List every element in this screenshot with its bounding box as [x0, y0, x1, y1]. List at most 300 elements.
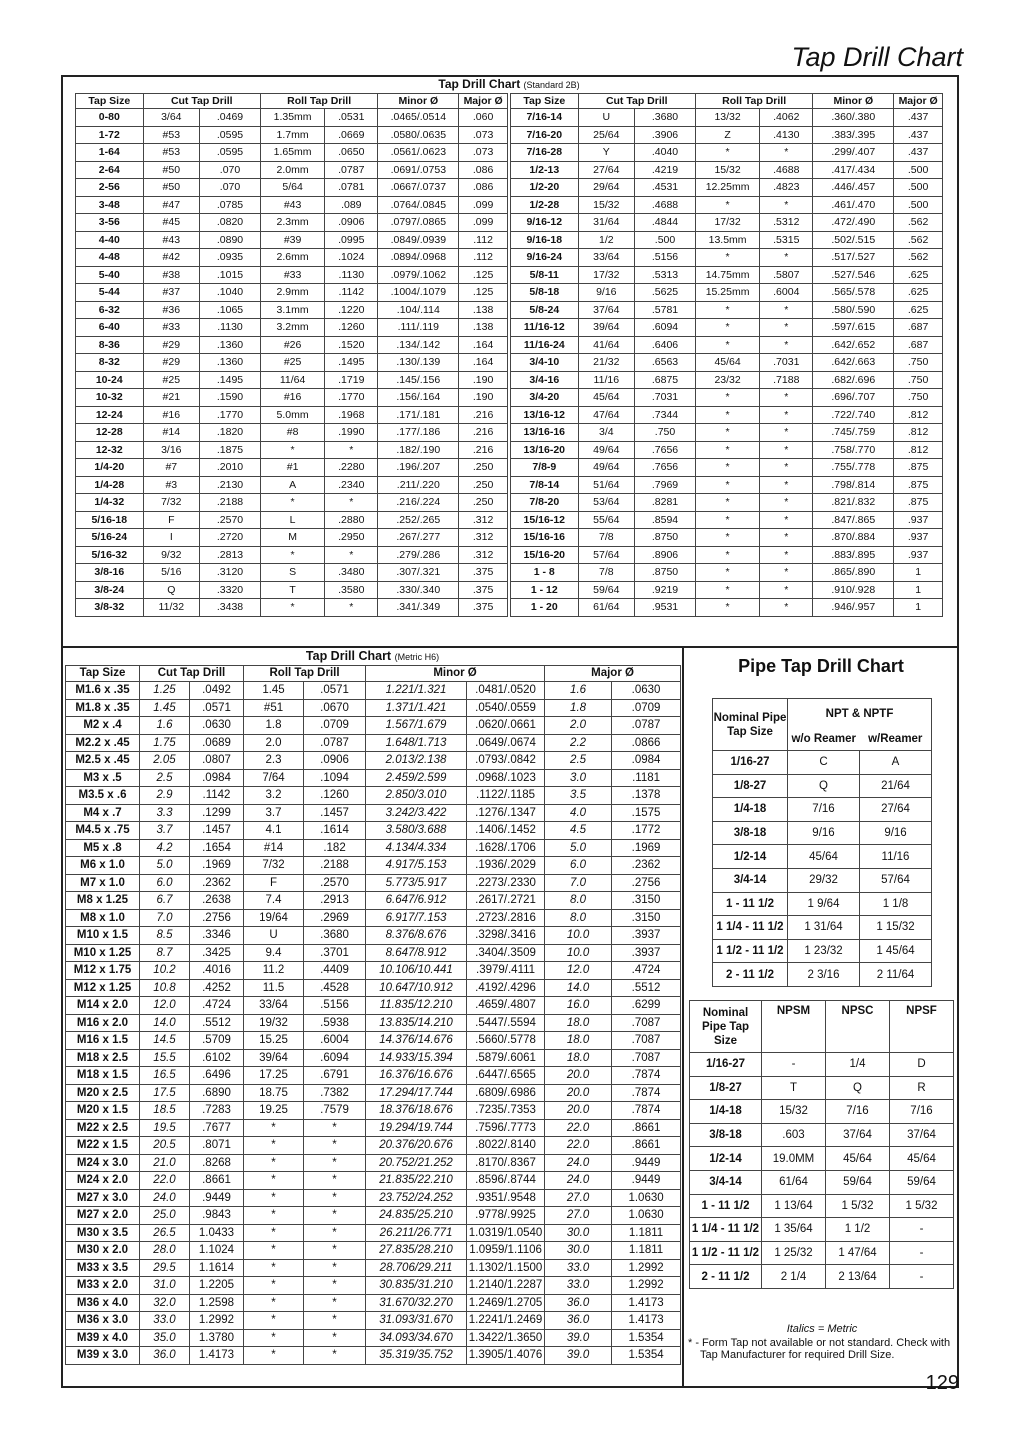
cut-drill-mm-cell: 3.3: [140, 804, 190, 822]
header-major-diameter: Major Ø: [894, 94, 943, 109]
table-row: [66, 1172, 681, 1190]
with-reamer-cell: 57/64: [860, 868, 932, 892]
without-reamer-cell: 9/16: [788, 821, 860, 845]
minor-diameter-mm-cell: 23.752/24.252: [366, 1189, 467, 1207]
cut-drill-inch-cell: .8268: [190, 1154, 244, 1172]
minor-diameter-mm-cell: 6.917/7.153: [366, 909, 467, 927]
cut-drill-size-cell: #50: [143, 161, 199, 179]
roll-drill-inch-cell: .1457: [304, 804, 366, 822]
minor-diameter-mm-cell: 11.835/12.210: [366, 997, 467, 1015]
major-diameter-mm-cell: 16.0: [545, 997, 612, 1015]
minor-diameter-mm-cell: 21.835/22.210: [366, 1172, 467, 1190]
roll-drill-decimal-cell: .2950: [325, 529, 378, 547]
roll-drill-decimal-cell: .0531: [325, 109, 378, 127]
cut-drill-size-cell: 5/16: [143, 564, 199, 582]
major-diameter-cell: .375: [459, 599, 508, 617]
cut-drill-size-cell: Q: [143, 581, 199, 599]
roll-drill-size-cell: #8: [260, 424, 324, 442]
table-row: [713, 916, 932, 940]
tap-size-cell: 6-32: [76, 301, 144, 319]
cut-drill-size-cell: 21/32: [578, 354, 634, 372]
minor-diameter-mm-cell: 30.835/31.210: [366, 1277, 467, 1295]
minor-diameter-cell: .821/.832: [813, 494, 894, 512]
roll-drill-decimal-cell: .1770: [325, 389, 378, 407]
roll-drill-mm-cell: *: [244, 1277, 304, 1295]
minor-diameter-mm-cell: 31.093/31.670: [366, 1312, 467, 1330]
roll-drill-decimal-cell: .2880: [325, 511, 378, 529]
minor-diameter-mm-cell: 2.850/3.010: [366, 787, 467, 805]
minor-diameter-mm-cell: 3.580/3.688: [366, 822, 467, 840]
roll-drill-decimal-cell: .4823: [760, 179, 813, 197]
cut-drill-decimal-cell: .0820: [200, 214, 261, 232]
tap-size-cell: 3/8-32: [76, 599, 144, 617]
roll-drill-size-cell: 15/32: [695, 161, 759, 179]
roll-drill-size-cell: *: [695, 424, 759, 442]
table-row: [511, 581, 943, 599]
roll-drill-size-cell: 1.7mm: [260, 126, 324, 144]
pipe-size-cell: 1 1/2 - 11 1/2: [690, 1241, 762, 1265]
cut-drill-inch-cell: 1.3780: [190, 1329, 244, 1347]
npsf-cell: 7/16: [890, 1100, 954, 1124]
cut-drill-inch-cell: .1654: [190, 839, 244, 857]
roll-drill-inch-cell: *: [304, 1154, 366, 1172]
cut-drill-size-cell: 3/64: [143, 109, 199, 127]
major-diameter-cell: .875: [894, 459, 943, 477]
pipe-size-cell: 1/2-14: [713, 845, 788, 869]
minor-diameter-cell: .182/.190: [378, 441, 459, 459]
cut-drill-mm-cell: 1.25: [140, 682, 190, 700]
table-row: [511, 511, 943, 529]
minor-diameter-cell: .0561/.0623: [378, 144, 459, 162]
tap-size-cell: 5-40: [76, 266, 144, 284]
without-reamer-cell: C: [788, 751, 860, 775]
cut-drill-decimal-cell: .9219: [635, 581, 696, 599]
table-row: [713, 939, 932, 963]
table-row: [511, 599, 943, 617]
roll-drill-size-cell: M: [260, 529, 324, 547]
tap-size-cell: 7/16-14: [511, 109, 579, 127]
with-reamer-cell: 11/16: [860, 845, 932, 869]
tap-size-cell: 5/8-11: [511, 266, 579, 284]
cut-drill-mm-cell: 6.7: [140, 892, 190, 910]
npsm-cell: 2 1/4: [762, 1265, 826, 1289]
major-diameter-cell: .164: [459, 336, 508, 354]
roll-drill-size-cell: T: [260, 581, 324, 599]
roll-drill-mm-cell: 39/64: [244, 1049, 304, 1067]
tap-size-cell: M12 x 1.25: [66, 979, 140, 997]
major-diameter-inch-cell: .0787: [612, 717, 681, 735]
cut-drill-decimal-cell: .3906: [635, 126, 696, 144]
standard-title: Tap Drill Chart: [438, 77, 521, 91]
cut-drill-mm-cell: 1.45: [140, 699, 190, 717]
header-minor-diameter: Minor Ø: [378, 94, 459, 109]
tap-size-cell: 5/8-24: [511, 301, 579, 319]
major-diameter-mm-cell: 1.8: [545, 699, 612, 717]
major-diameter-mm-cell: 2.2: [545, 734, 612, 752]
table-row: [511, 144, 943, 162]
minor-diameter-mm-cell: 3.242/3.422: [366, 804, 467, 822]
metric-subtitle: (Metric H6): [394, 652, 440, 662]
major-diameter-cell: .086: [459, 161, 508, 179]
section-divider: [61, 646, 959, 648]
cut-drill-size-cell: #53: [143, 144, 199, 162]
roll-drill-mm-cell: 7.4: [244, 892, 304, 910]
cut-drill-inch-cell: .6496: [190, 1067, 244, 1085]
tap-size-cell: M30 x 3.5: [66, 1224, 140, 1242]
roll-drill-inch-cell: .3701: [304, 944, 366, 962]
major-diameter-mm-cell: 4.5: [545, 822, 612, 840]
npsc-cell: Q: [826, 1076, 890, 1100]
minor-diameter-mm-cell: 1.371/1.421: [366, 699, 467, 717]
cut-drill-size-cell: 47/64: [578, 406, 634, 424]
cut-drill-decimal-cell: .5625: [635, 284, 696, 302]
table-row: [511, 126, 943, 144]
pipe-size-cell: 1/2-14: [690, 1147, 762, 1171]
major-diameter-cell: 1: [894, 564, 943, 582]
roll-drill-inch-cell: *: [304, 1242, 366, 1260]
cut-drill-decimal-cell: .1360: [200, 336, 261, 354]
major-diameter-mm-cell: 39.0: [545, 1347, 612, 1365]
major-diameter-cell: .750: [894, 354, 943, 372]
cut-drill-size-cell: 29/64: [578, 179, 634, 197]
pipe-size-cell: 3/4-14: [690, 1170, 762, 1194]
table-row: [66, 804, 681, 822]
column-divider: [682, 646, 684, 1388]
table-row: [66, 1207, 681, 1225]
roll-drill-decimal-cell: .1220: [325, 301, 378, 319]
table-row: [511, 231, 943, 249]
roll-drill-size-cell: 15.25mm: [695, 284, 759, 302]
minor-diameter-inch-cell: .8170/.8367: [467, 1154, 545, 1172]
pipe-size-cell: 1/8-27: [713, 774, 788, 798]
major-diameter-mm-cell: 14.0: [545, 979, 612, 997]
major-diameter-inch-cell: .0866: [612, 734, 681, 752]
cut-drill-size-cell: 9/16: [578, 284, 634, 302]
npsm-cell: 1 35/64: [762, 1218, 826, 1242]
npsc-cell: 45/64: [826, 1147, 890, 1171]
cut-drill-mm-cell: 2.9: [140, 787, 190, 805]
minor-diameter-inch-cell: .1406/.1452: [467, 822, 545, 840]
cut-drill-mm-cell: 22.0: [140, 1172, 190, 1190]
minor-diameter-mm-cell: 18.376/18.676: [366, 1102, 467, 1120]
major-diameter-cell: .875: [894, 476, 943, 494]
table-row: [66, 1102, 681, 1120]
major-diameter-inch-cell: .3937: [612, 927, 681, 945]
tap-size-cell: 1/4-20: [76, 459, 144, 477]
cut-drill-inch-cell: .9449: [190, 1189, 244, 1207]
roll-drill-inch-cell: .0571: [304, 682, 366, 700]
roll-drill-size-cell: 23/32: [695, 371, 759, 389]
npsm-cell: -: [762, 1053, 826, 1077]
tap-size-cell: 10-32: [76, 389, 144, 407]
cut-drill-inch-cell: .0630: [190, 717, 244, 735]
roll-drill-mm-cell: *: [244, 1137, 304, 1155]
minor-diameter-inch-cell: .4192/.4296: [467, 979, 545, 997]
cut-drill-inch-cell: .8661: [190, 1172, 244, 1190]
major-diameter-cell: .138: [459, 301, 508, 319]
major-diameter-mm-cell: 2.0: [545, 717, 612, 735]
minor-diameter-cell: .0849/.0939: [378, 231, 459, 249]
roll-drill-mm-cell: *: [244, 1347, 304, 1365]
major-diameter-inch-cell: .1378: [612, 787, 681, 805]
cut-drill-decimal-cell: .1820: [200, 424, 261, 442]
minor-diameter-cell: .0667/.0737: [378, 179, 459, 197]
minor-diameter-mm-cell: 5.773/5.917: [366, 874, 467, 892]
minor-diameter-mm-cell: 34.093/34.670: [366, 1329, 467, 1347]
cut-drill-decimal-cell: .1130: [200, 319, 261, 337]
table-row: [66, 1032, 681, 1050]
table-row: [713, 774, 932, 798]
roll-drill-decimal-cell: *: [760, 301, 813, 319]
cut-drill-decimal-cell: .4688: [635, 196, 696, 214]
without-reamer-cell: 7/16: [788, 798, 860, 822]
tap-size-cell: M39 x 4.0: [66, 1329, 140, 1347]
roll-drill-size-cell: *: [695, 599, 759, 617]
cut-drill-decimal-cell: .6875: [635, 371, 696, 389]
tap-size-cell: 8-36: [76, 336, 144, 354]
cut-drill-decimal-cell: .8906: [635, 546, 696, 564]
npsm-cell: 1 13/64: [762, 1194, 826, 1218]
table-row: [66, 1119, 681, 1137]
table-row: [511, 476, 943, 494]
minor-diameter-mm-cell: 28.706/29.211: [366, 1259, 467, 1277]
tap-size-cell: M8 x 1.0: [66, 909, 140, 927]
cut-drill-size-cell: 37/64: [578, 301, 634, 319]
major-diameter-cell: .073: [459, 144, 508, 162]
cut-drill-inch-cell: 1.4173: [190, 1347, 244, 1365]
cut-drill-inch-cell: .1299: [190, 804, 244, 822]
major-diameter-cell: .250: [459, 459, 508, 477]
cut-drill-inch-cell: .5512: [190, 1014, 244, 1032]
minor-diameter-cell: .472/.490: [813, 214, 894, 232]
roll-drill-size-cell: 1.65mm: [260, 144, 324, 162]
cut-drill-mm-cell: 12.0: [140, 997, 190, 1015]
tap-size-cell: M2.2 x .45: [66, 734, 140, 752]
pipe-size-cell: 1/4-18: [690, 1100, 762, 1124]
minor-diameter-inch-cell: .3298/.3416: [467, 927, 545, 945]
table-row: [76, 301, 508, 319]
roll-drill-inch-cell: .182: [304, 839, 366, 857]
cut-drill-decimal-cell: .6094: [635, 319, 696, 337]
tap-size-cell: 2-56: [76, 179, 144, 197]
roll-drill-mm-cell: U: [244, 927, 304, 945]
major-diameter-cell: .164: [459, 354, 508, 372]
cut-drill-decimal-cell: .3120: [200, 564, 261, 582]
minor-diameter-cell: .307/.321: [378, 564, 459, 582]
metric-title: Tap Drill Chart: [305, 649, 392, 663]
roll-drill-size-cell: 13/32: [695, 109, 759, 127]
major-diameter-mm-cell: 2.5: [545, 752, 612, 770]
cut-drill-size-cell: 41/64: [578, 336, 634, 354]
cut-drill-size-cell: 49/64: [578, 441, 634, 459]
table-row: [511, 319, 943, 337]
table-row: [66, 839, 681, 857]
minor-diameter-mm-cell: 16.376/16.676: [366, 1067, 467, 1085]
cut-drill-inch-cell: 1.1614: [190, 1259, 244, 1277]
table-row: [511, 161, 943, 179]
cut-drill-size-cell: #38: [143, 266, 199, 284]
npsm-cell: T: [762, 1076, 826, 1100]
without-reamer-cell: 45/64: [788, 845, 860, 869]
minor-diameter-cell: .865/.890: [813, 564, 894, 582]
pipe-size-cell: 1 - 11 1/2: [690, 1194, 762, 1218]
cut-drill-size-cell: #50: [143, 179, 199, 197]
major-diameter-inch-cell: .1181: [612, 769, 681, 787]
tap-size-cell: 5/16-32: [76, 546, 144, 564]
table-row: [713, 868, 932, 892]
roll-drill-inch-cell: .5938: [304, 1014, 366, 1032]
table-row: [511, 196, 943, 214]
major-diameter-inch-cell: 1.2992: [612, 1277, 681, 1295]
tap-size-cell: M12 x 1.75: [66, 962, 140, 980]
cut-drill-mm-cell: 8.5: [140, 927, 190, 945]
roll-drill-decimal-cell: .1024: [325, 249, 378, 267]
tap-size-cell: M30 x 2.0: [66, 1242, 140, 1260]
minor-diameter-mm-cell: 1.648/1.713: [366, 734, 467, 752]
with-reamer-cell: 1 1/8: [860, 892, 932, 916]
tap-size-cell: 3/4-10: [511, 354, 579, 372]
major-diameter-mm-cell: 12.0: [545, 962, 612, 980]
major-diameter-inch-cell: .7874: [612, 1084, 681, 1102]
minor-diameter-inch-cell: 1.2241/1.2469: [467, 1312, 545, 1330]
tap-size-cell: 6-40: [76, 319, 144, 337]
header-major-diameter: Major Ø: [545, 666, 681, 682]
table-row: [66, 1084, 681, 1102]
cut-drill-decimal-cell: .1590: [200, 389, 261, 407]
roll-drill-size-cell: *: [695, 459, 759, 477]
major-diameter-inch-cell: .5512: [612, 979, 681, 997]
cut-drill-inch-cell: .5709: [190, 1032, 244, 1050]
minor-diameter-cell: .642/.652: [813, 336, 894, 354]
minor-diameter-cell: .0691/.0753: [378, 161, 459, 179]
pipe-size-cell: 1 1/2 - 11 1/2: [713, 939, 788, 963]
minor-diameter-cell: .0580/.0635: [378, 126, 459, 144]
major-diameter-inch-cell: 1.1811: [612, 1242, 681, 1260]
major-diameter-cell: .190: [459, 389, 508, 407]
major-diameter-cell: .312: [459, 529, 508, 547]
minor-diameter-cell: .0465/.0514: [378, 109, 459, 127]
cut-drill-mm-cell: 25.0: [140, 1207, 190, 1225]
table-row: [690, 1265, 954, 1289]
cut-drill-size-cell: 55/64: [578, 511, 634, 529]
tap-size-cell: 12-32: [76, 441, 144, 459]
pipe-size-cell: 1/16-27: [713, 751, 788, 775]
roll-drill-mm-cell: *: [244, 1224, 304, 1242]
table-row: [690, 1076, 954, 1100]
minor-diameter-cell: .446/.457: [813, 179, 894, 197]
roll-drill-decimal-cell: .1142: [325, 284, 378, 302]
roll-drill-inch-cell: .1260: [304, 787, 366, 805]
cut-drill-size-cell: 7/8: [578, 529, 634, 547]
minor-diameter-inch-cell: .9351/.9548: [467, 1189, 545, 1207]
table-row: [76, 354, 508, 372]
roll-drill-size-cell: 13.5mm: [695, 231, 759, 249]
roll-drill-mm-cell: 2.3: [244, 752, 304, 770]
roll-drill-inch-cell: *: [304, 1224, 366, 1242]
tap-size-cell: 7/16-28: [511, 144, 579, 162]
minor-diameter-cell: .883/.895: [813, 546, 894, 564]
npsf-cell: D: [890, 1053, 954, 1077]
table-row: [511, 354, 943, 372]
minor-diameter-cell: .134/.142: [378, 336, 459, 354]
tap-size-cell: 3/8-16: [76, 564, 144, 582]
pipe-size-cell: 3/8-18: [690, 1123, 762, 1147]
pipe-size-cell: 1/16-27: [690, 1053, 762, 1077]
minor-diameter-inch-cell: .5447/.5594: [467, 1014, 545, 1032]
tap-size-cell: M7 x 1.0: [66, 874, 140, 892]
cut-drill-mm-cell: 14.0: [140, 1014, 190, 1032]
cut-drill-decimal-cell: .7031: [635, 389, 696, 407]
minor-diameter-cell: .870/.884: [813, 529, 894, 547]
cut-drill-size-cell: 15/32: [578, 196, 634, 214]
tap-size-cell: M20 x 2.5: [66, 1084, 140, 1102]
major-diameter-cell: .112: [459, 231, 508, 249]
roll-drill-decimal-cell: *: [760, 389, 813, 407]
cut-drill-size-cell: #29: [143, 354, 199, 372]
minor-diameter-inch-cell: .0968/.1023: [467, 769, 545, 787]
roll-drill-mm-cell: *: [244, 1294, 304, 1312]
major-diameter-cell: .875: [894, 494, 943, 512]
table-row: [66, 787, 681, 805]
table-row: [511, 424, 943, 442]
table-row: [66, 962, 681, 980]
tap-size-cell: 1 - 20: [511, 599, 579, 617]
roll-drill-mm-cell: 7/32: [244, 857, 304, 875]
without-reamer-cell: 1 31/64: [788, 916, 860, 940]
major-diameter-cell: .086: [459, 179, 508, 197]
npsf-cell: -: [890, 1265, 954, 1289]
tap-size-cell: 0-80: [76, 109, 144, 127]
table-row: [76, 214, 508, 232]
cut-drill-inch-cell: 1.2992: [190, 1312, 244, 1330]
roll-drill-size-cell: 5/64: [260, 179, 324, 197]
table-row: [713, 821, 932, 845]
major-diameter-mm-cell: 20.0: [545, 1084, 612, 1102]
roll-drill-decimal-cell: .0650: [325, 144, 378, 162]
table-row: [690, 1053, 954, 1077]
roll-drill-inch-cell: .0670: [304, 699, 366, 717]
cut-drill-inch-cell: 1.2205: [190, 1277, 244, 1295]
table-row: [76, 126, 508, 144]
tap-size-cell: M24 x 2.0: [66, 1172, 140, 1190]
header-npsf: NPSF: [890, 1001, 954, 1053]
minor-diameter-cell: .341/.349: [378, 599, 459, 617]
roll-drill-mm-cell: 1.8: [244, 717, 304, 735]
tap-size-cell: M16 x 1.5: [66, 1032, 140, 1050]
cut-drill-size-cell: 1/2: [578, 231, 634, 249]
minor-diameter-mm-cell: 17.294/17.744: [366, 1084, 467, 1102]
cut-drill-decimal-cell: .6406: [635, 336, 696, 354]
table-row: [713, 892, 932, 916]
minor-diameter-cell: .517/.527: [813, 249, 894, 267]
tap-size-cell: 1/2-13: [511, 161, 579, 179]
cut-drill-mm-cell: 29.5: [140, 1259, 190, 1277]
roll-drill-size-cell: 12.25mm: [695, 179, 759, 197]
cut-drill-inch-cell: .9843: [190, 1207, 244, 1225]
roll-drill-inch-cell: .7382: [304, 1084, 366, 1102]
minor-diameter-mm-cell: 26.211/26.771: [366, 1224, 467, 1242]
roll-drill-decimal-cell: *: [760, 441, 813, 459]
major-diameter-inch-cell: 1.1811: [612, 1224, 681, 1242]
cut-drill-inch-cell: .0571: [190, 699, 244, 717]
tap-size-cell: M10 x 1.5: [66, 927, 140, 945]
minor-diameter-mm-cell: 13.835/14.210: [366, 1014, 467, 1032]
minor-diameter-inch-cell: .6809/.6986: [467, 1084, 545, 1102]
tap-size-cell: 5/8-18: [511, 284, 579, 302]
major-diameter-mm-cell: 4.0: [545, 804, 612, 822]
npsf-cell: -: [890, 1241, 954, 1265]
roll-drill-decimal-cell: *: [325, 546, 378, 564]
